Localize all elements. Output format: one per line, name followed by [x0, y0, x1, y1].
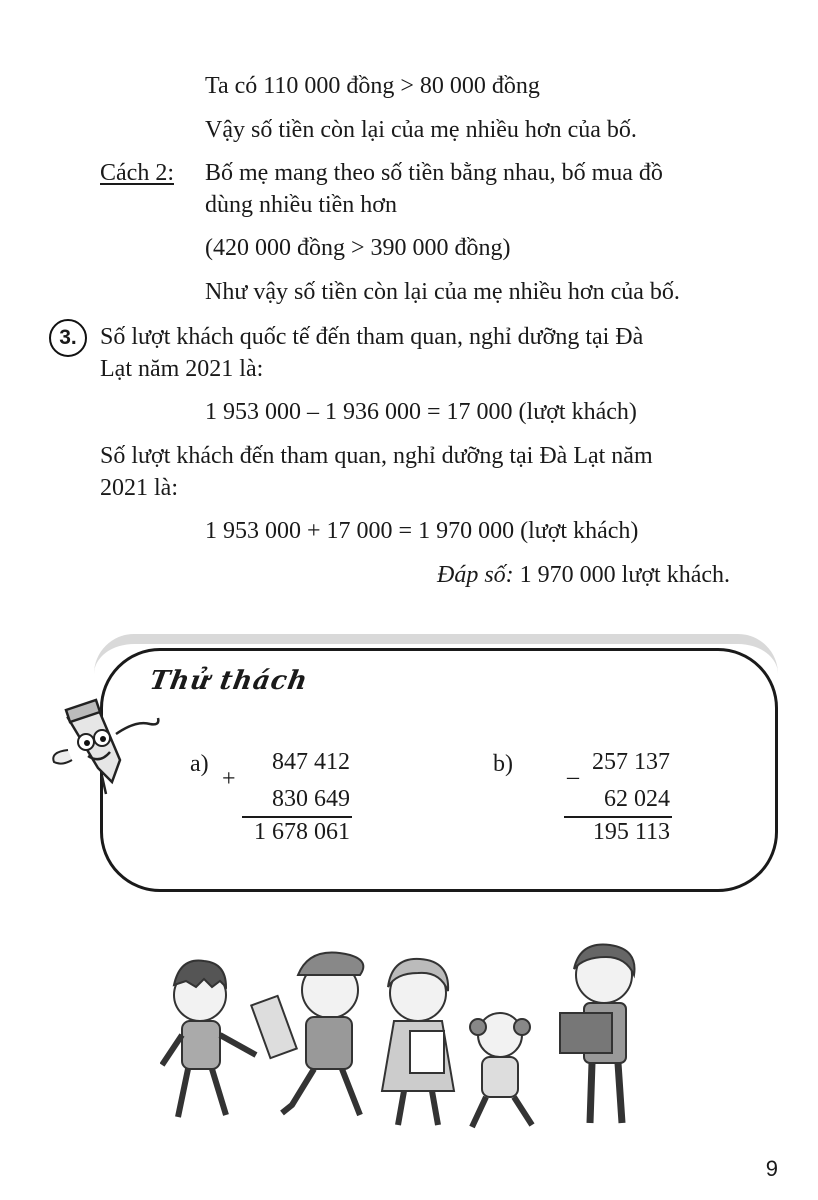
line-cach2-3: (420 000 đồng > 390 000 đồng): [205, 235, 511, 261]
line-cach2-2: dùng nhiều tiền hơn: [205, 192, 397, 218]
challenge-a-label: a): [190, 751, 209, 777]
line-p3-4: 2021 là:: [100, 475, 178, 501]
line-p3-2: Lạt năm 2021 là:: [100, 356, 264, 382]
cach2-label: Cách 2:: [100, 160, 174, 186]
problem-number-badge: 3.: [49, 319, 87, 357]
line-conclusion-2: Như vậy số tiền còn lại của mẹ nhiều hơn của bố.: [205, 279, 680, 305]
equation-addition: 1 953 000 + 17 000 = 1 970 000 (lượt khách): [205, 518, 639, 544]
challenge-b-result: 195 113: [592, 819, 670, 845]
challenge-a-n2: 830 649: [272, 786, 350, 812]
challenge-b-n2: 62 024: [604, 786, 670, 812]
equation-subtraction: 1 953 000 – 1 936 000 = 17 000 (lượt khách): [205, 399, 637, 425]
boy-left-figure: [162, 961, 256, 1118]
line-price-compare: Ta có 110 000 đồng > 80 000 đồng: [205, 73, 540, 99]
challenge-b-label: b): [493, 751, 513, 777]
page-number: 9: [765, 1156, 778, 1181]
challenge-title: Thử thách: [147, 666, 311, 696]
line-p3-3: Số lượt khách đến tham quan, nghỉ dưỡng tại Đà Lạt năm: [100, 443, 653, 469]
answer-value: 1 970 000 lượt khách.: [519, 562, 731, 588]
answer-line: [437, 560, 730, 590]
boy-cap-figure: [251, 953, 363, 1116]
kids-illustration: [160, 935, 650, 1135]
girl-figure: [382, 959, 454, 1125]
pencil-mascot-icon: [40, 690, 170, 800]
challenge-a-n1: 847 412: [272, 749, 350, 775]
small-girl-figure: [470, 1013, 532, 1127]
challenge-a-result: 1 678 061: [254, 819, 350, 845]
challenge-b-sign: –: [567, 764, 579, 790]
line-conclusion-1: Vậy số tiền còn lại của mẹ nhiều hơn của bố.: [205, 117, 637, 143]
line-cach2-1: Bố mẹ mang theo số tiền bằng nhau, bố mua đồ: [205, 160, 663, 186]
answer-label: Đáp số:: [437, 562, 514, 588]
line-p3-1: Số lượt khách quốc tế đến tham quan, nghỉ dưỡng tại Đà: [100, 324, 644, 350]
challenge-b-n1: 257 137: [592, 749, 670, 775]
challenge-a-sign: +: [222, 766, 236, 792]
boy-right-figure: [560, 945, 635, 1124]
